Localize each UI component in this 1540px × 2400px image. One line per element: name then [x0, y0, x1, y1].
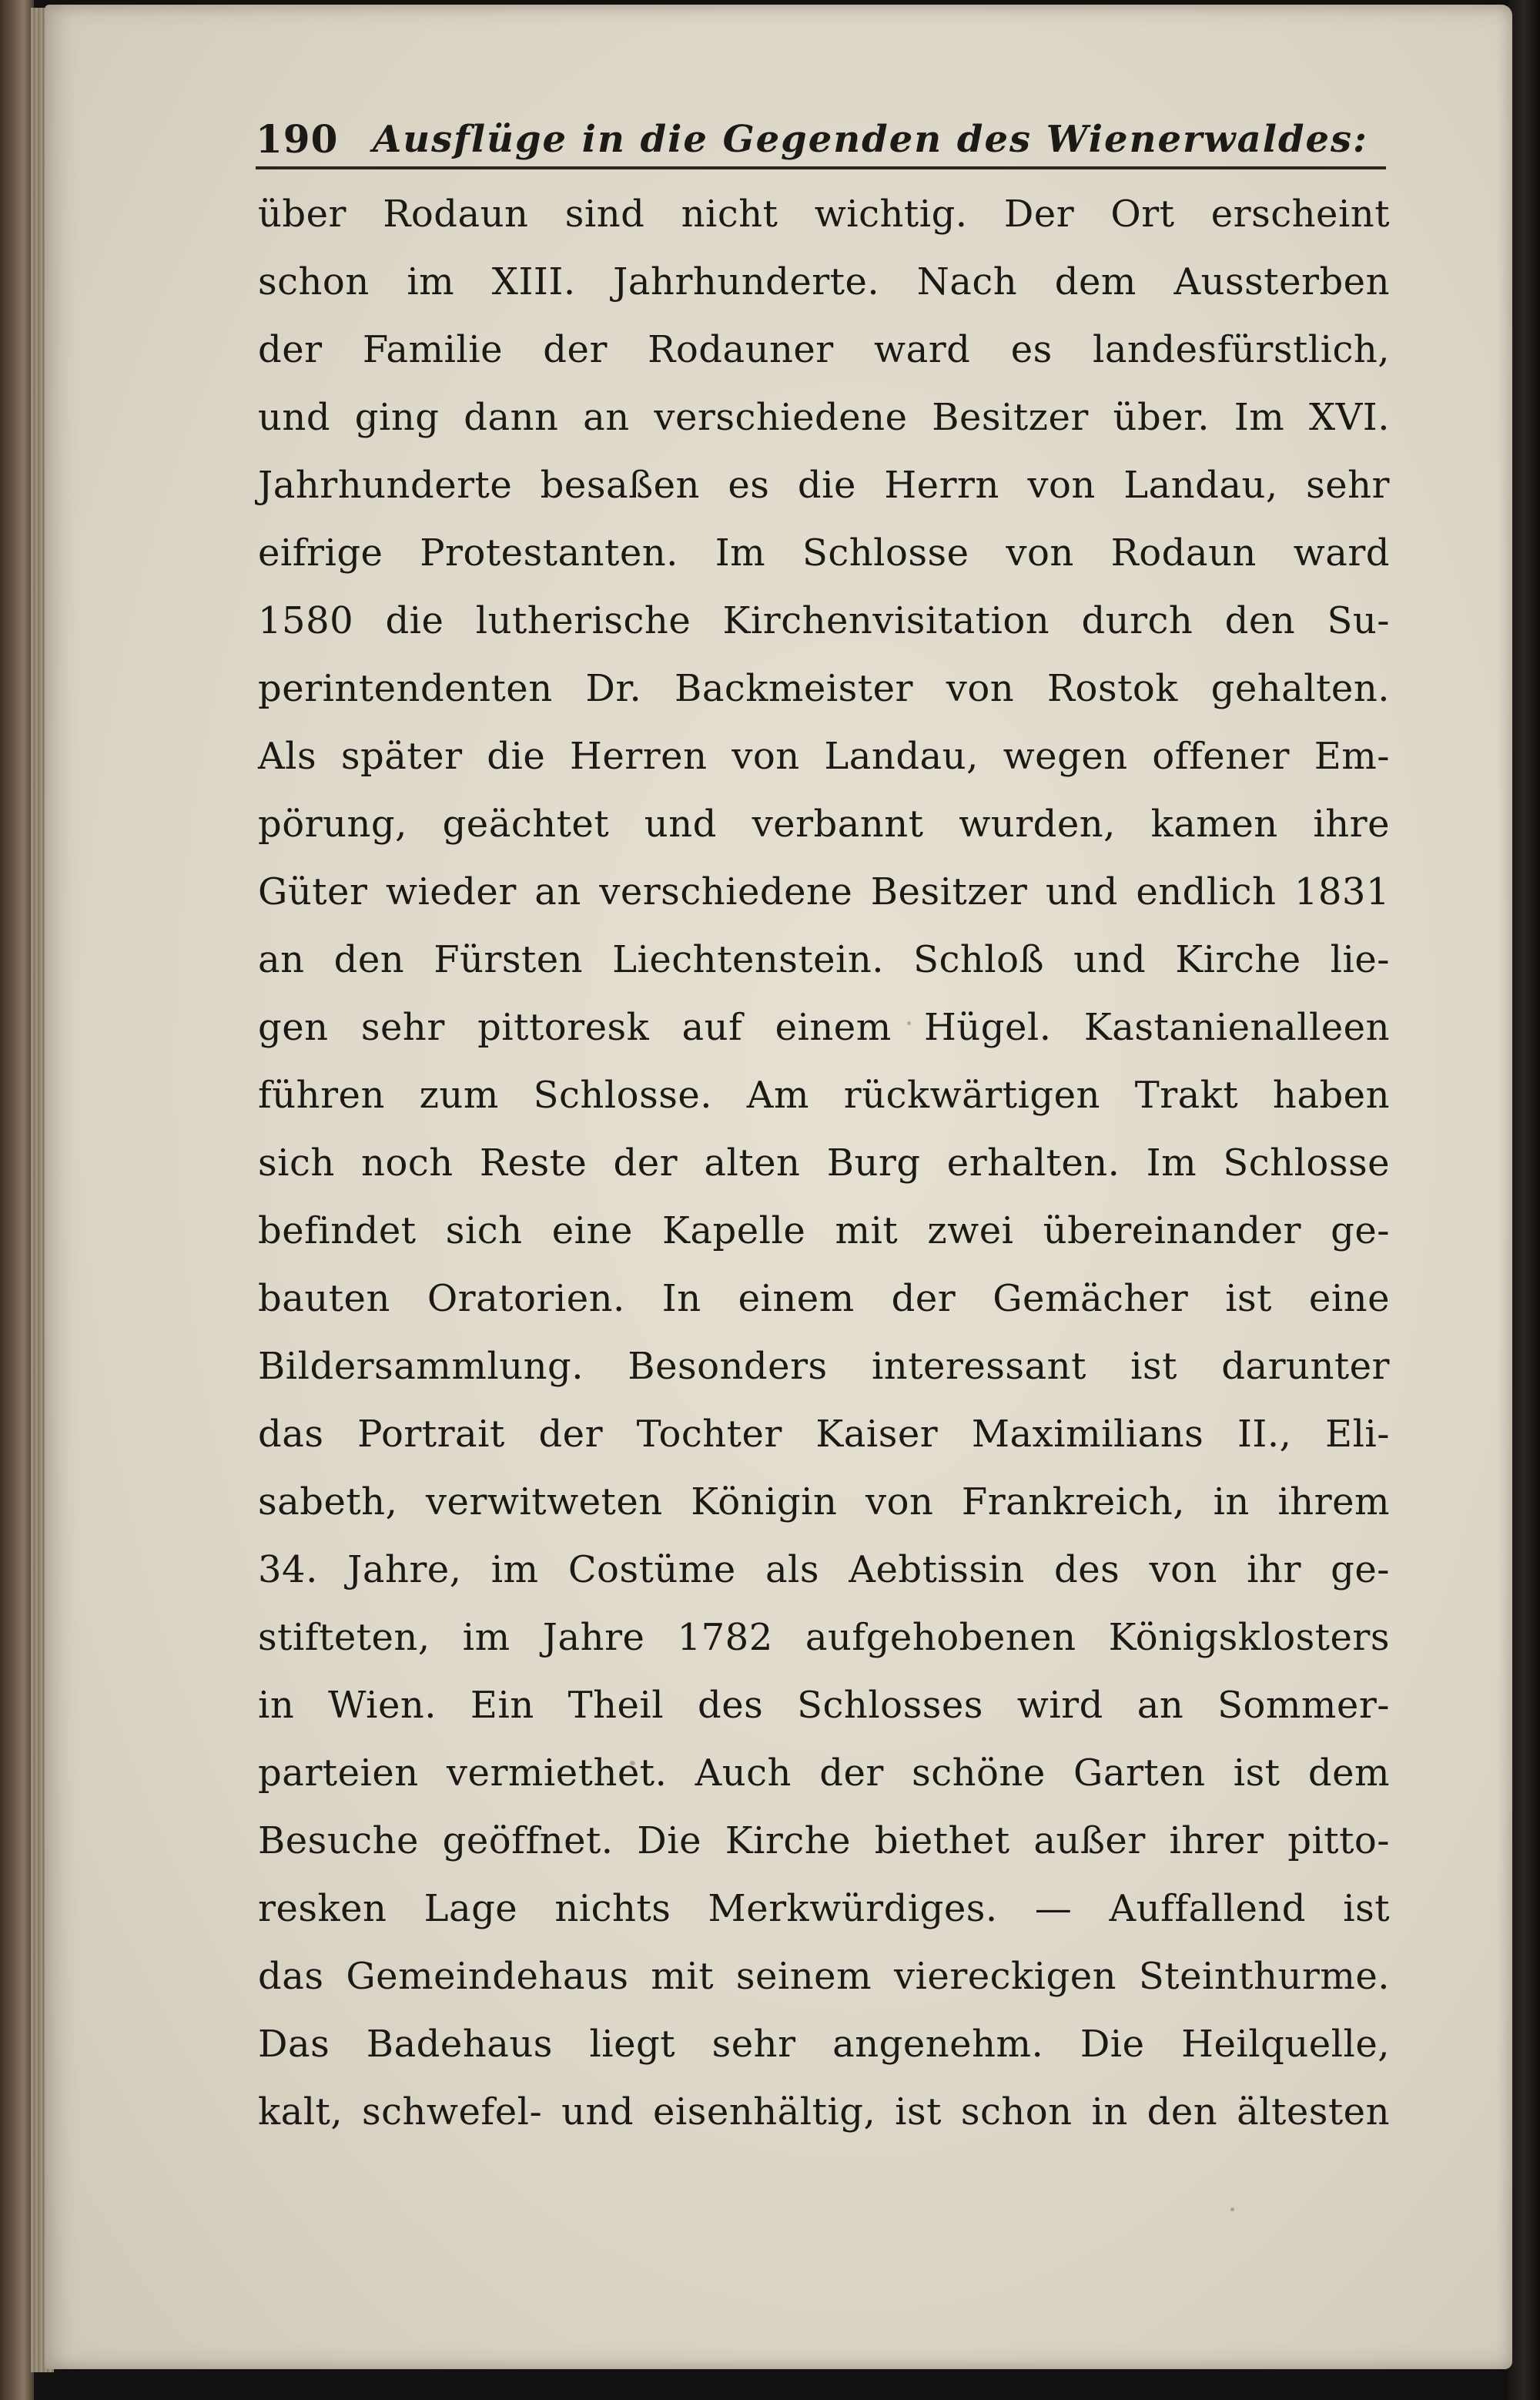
text-line: über Rodaun sind nicht wichtig. Der Ort erscheint [258, 193, 1390, 236]
text-line: in Wien. Ein Theil des Schlosses wird an Sommer- [258, 1684, 1390, 1727]
body-text [258, 180, 1390, 2146]
text-line: das Gemeindehaus mit seinem viereckigen Steinthurme. [258, 1955, 1390, 1998]
text-line: Besuche geöffnet. Die Kirche biethet außer ihrer pitto- [258, 1819, 1390, 1862]
page-header [256, 112, 1388, 166]
paper-speck [1230, 2207, 1234, 2211]
text-line: sabeth, verwitweten Königin von Frankreich, in ihrem [258, 1480, 1390, 1523]
text-line: und ging dann an verschiedene Besitzer über. Im XVI. [258, 396, 1390, 439]
text-line: Als später die Herren von Landau, wegen offener Em- [258, 735, 1390, 778]
text-line: 34. Jahre, im Costüme als Aebtissin des von ihr ge- [258, 1548, 1390, 1591]
text-line: der Familie der Rodauner ward es landesfürstlich, [258, 328, 1390, 371]
text-line: parteien vermiethet. Auch der schöne Garten ist dem [258, 1751, 1390, 1795]
text-line: das Portrait der Tochter Kaiser Maximilians II., Eli- [258, 1413, 1390, 1456]
text-line: 1580 die lutherische Kirchenvisitation durch den Su- [258, 599, 1390, 642]
text-line: Das Badehaus liegt sehr angenehm. Die Heilquelle, [258, 2023, 1390, 2066]
text-line: eifrige Protestanten. Im Schlosse von Rodaun ward [258, 531, 1390, 575]
text-line: sich noch Reste der alten Burg erhalten. Im Schlosse [258, 1141, 1390, 1185]
text-line: bauten Oratorien. In einem der Gemächer ist eine [258, 1277, 1390, 1320]
text-line: Bildersammlung. Besonders interessant ist darunter [258, 1345, 1390, 1388]
text-line: pörung, geächtet und verbannt wurden, kamen ihre [258, 803, 1390, 846]
text-line: Jahrhunderte besaßen es die Herrn von Landau, sehr [258, 464, 1390, 507]
text-line: befindet sich eine Kapelle mit zwei übereinander ge- [258, 1209, 1390, 1252]
text-line: stifteten, im Jahre 1782 aufgehobenen Königsklosters [258, 1616, 1390, 1659]
header-rule [256, 166, 1386, 169]
book-spine-edge [0, 0, 34, 2400]
text-line: perintendenten Dr. Backmeister von Rostok gehalten. [258, 667, 1390, 710]
page-number: 190 [256, 116, 339, 162]
text-line: gen sehr pittoresk auf einem Hügel. Kastanienalleen [258, 1006, 1390, 1049]
text-line: schon im XIII. Jahrhunderte. Nach dem Aussterben [258, 260, 1390, 303]
right-dark-edge [1508, 0, 1540, 2400]
text-line: führen zum Schlosse. Am rückwärtigen Trakt haben [258, 1074, 1390, 1117]
text-line: resken Lage nichts Merkwürdiges. — Auffallend ist [258, 1887, 1390, 1930]
text-line: an den Fürsten Liechtenstein. Schloß und Kirche lie- [258, 938, 1390, 981]
text-line: Güter wieder an verschiedene Besitzer und endlich 1831 [258, 870, 1390, 913]
running-head: Ausflüge in die Gegenden des Wienerwaldes: [373, 118, 1368, 161]
text-line: kalt, schwefel- und eisenhältig, ist schon in den ältesten [258, 2090, 1390, 2134]
